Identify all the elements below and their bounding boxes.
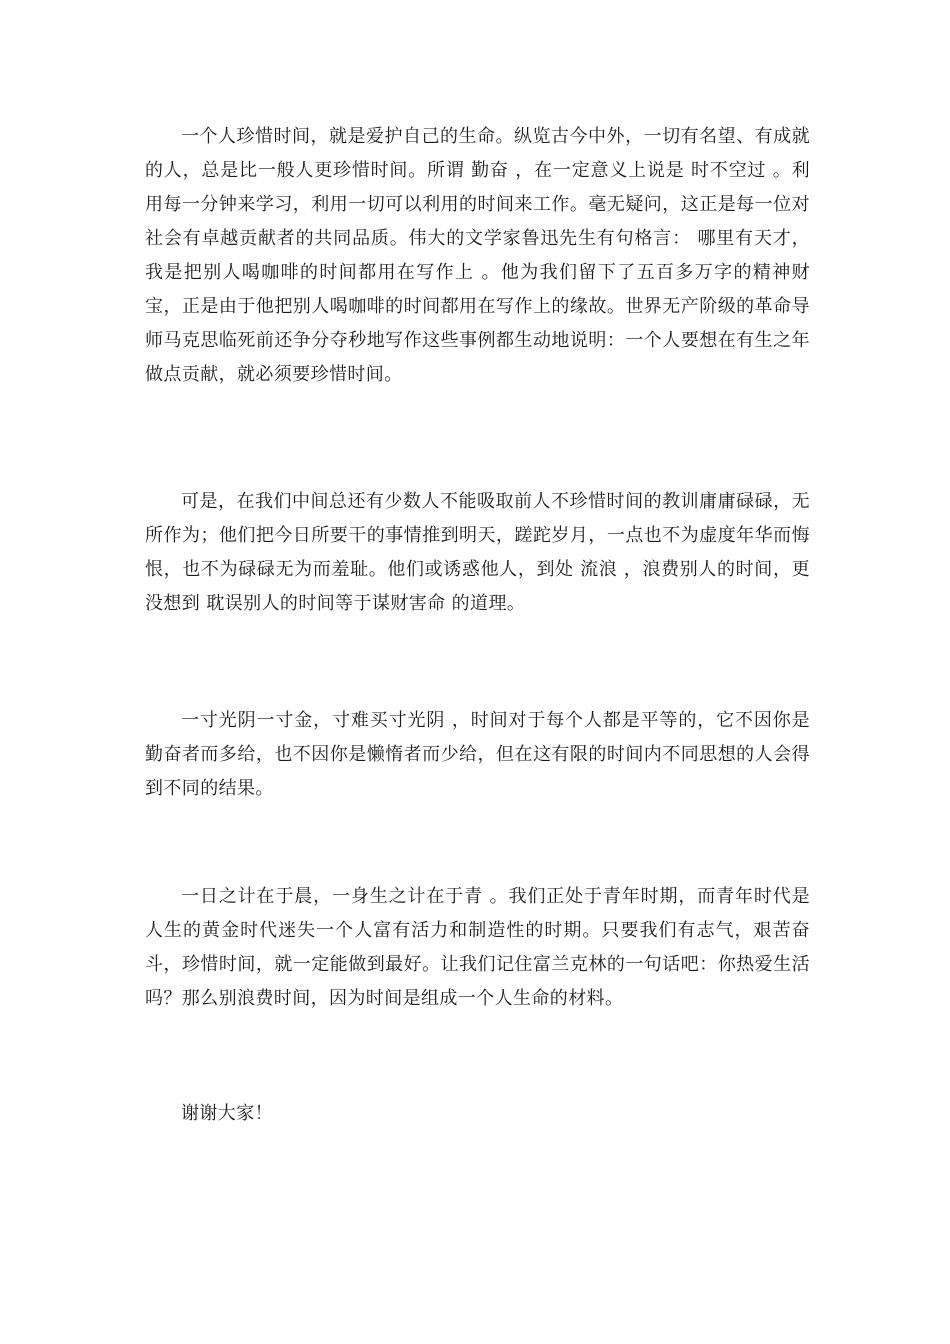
paragraph-1: 一个人珍惜时间，就是爱护自己的生命。纵览古今中外，一切有名望、有成就的人，总是比一般人更珍惜时间。所谓 勤奋 ，在一定意义上说是 时不空过 。利用每一分钟来学习，利用一切可以利用的时间来工作。毫无疑问，这正是每一位对社会有卓越贡献者的共同品质。伟大的文学家鲁迅先生有句格言： 哪里有天才，我是把别人喝咖啡的时间都用在写作上 。他为我们留下了五百多万字的精神财宝，正是由于他把别人喝咖啡的时间都用在写作上的缘故。世界无产阶级的革命导师马克思临死前还争分夺秒地写作这些事例都生动地说明：一个人要想在有生之年做点贡献，就必须要珍惜时间。 (145, 126, 810, 385)
paragraph-3: 一寸光阴一寸金，寸难买寸光阴 ，时间对于每个人都是平等的，它不因你是勤奋者而多给，也不因你是懒惰者而少给，但在这有限的时间内不同思想的人会得到不同的结果。 (145, 710, 810, 799)
paragraph-4: 一日之计在于晨，一身生之计在于青 。我们正处于青年时期，而青年时代是人生的黄金时代迷失一个人富有活力和制造性的时期。只要我们有志气，艰苦奋斗，珍惜时间，就一定能做到最好。让我们记住富兰克林的一句话吧：你热爱生活吗？那么别浪费时间，因为时间是组成一个人生命的材料。 (145, 886, 810, 1009)
closing-line: 谢谢大家！ (181, 1103, 273, 1124)
paragraph-2: 可是，在我们中间总还有少数人不能吸取前人不珍惜时间的教训庸庸碌碌，无所作为；他们把今日所要干的事情推到明天，蹉跎岁月，一点也不为虚度年华而悔恨，也不为碌碌无为而羞耻。他们或诱惑他人，到处 流浪 ，浪费别人的时间，更没想到 耽误别人的时间等于谋财害命 的道理。 (145, 491, 810, 614)
